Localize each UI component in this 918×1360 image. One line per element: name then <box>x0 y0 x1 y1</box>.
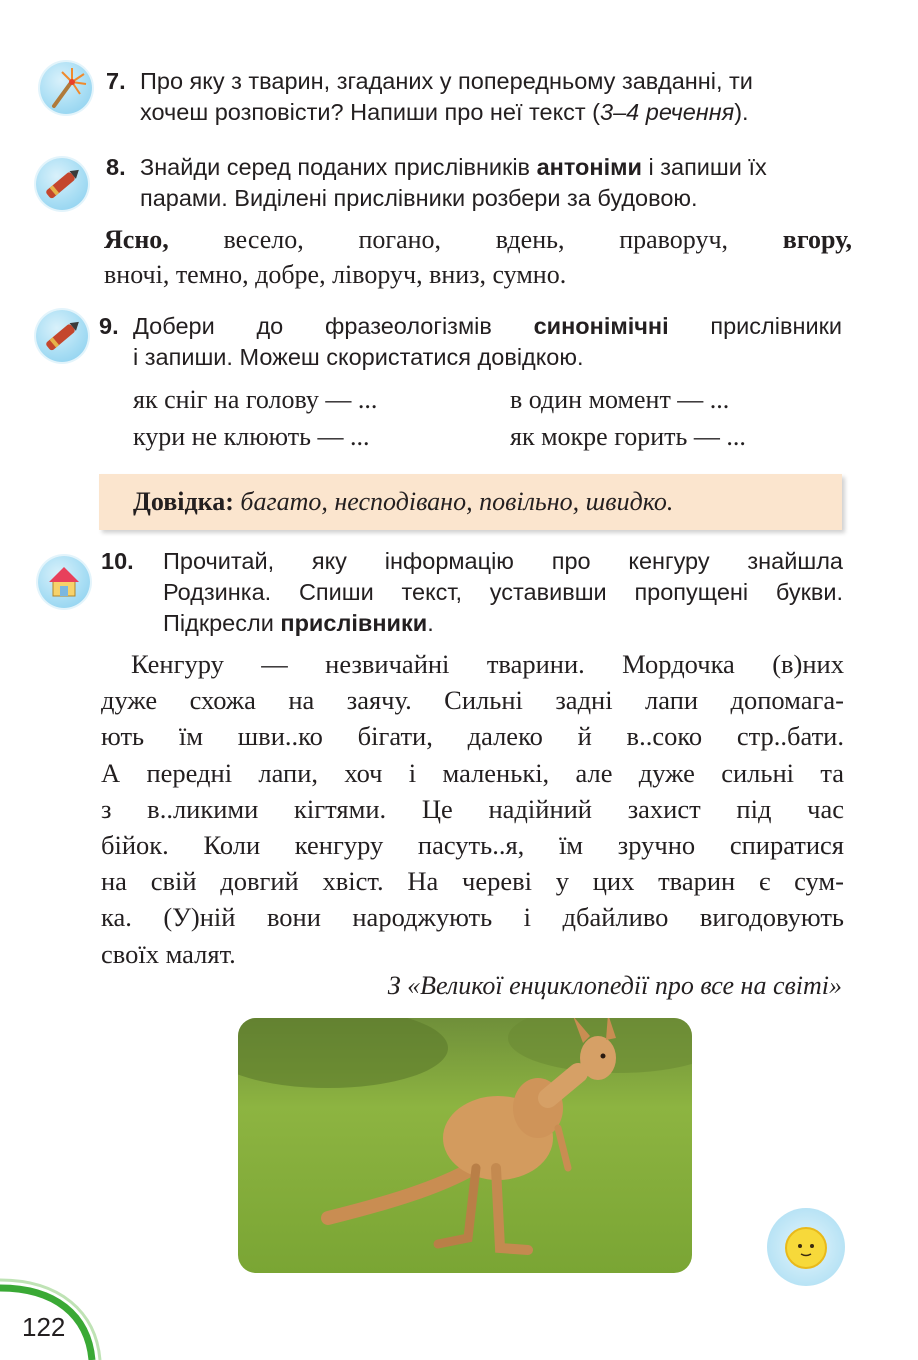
text-line: ка. (У)ній вони народжують і дбайливо вигодовують <box>101 902 844 933</box>
sparkler-icon <box>40 62 92 114</box>
kangaroo-text <box>101 646 844 972</box>
hint-label: Довідка: <box>133 487 234 516</box>
adverb-list <box>104 222 852 292</box>
exercise-10-line3: Підкресли <box>163 610 281 636</box>
exercise-9-line2: і запиши. Можеш скористатися довідкою. <box>133 344 584 370</box>
sentence-count: 3–4 речення <box>600 99 735 125</box>
exercise-10 <box>101 546 843 639</box>
house-icon <box>38 556 90 608</box>
exercise-number: 10. <box>101 548 134 574</box>
exercise-8-line1: Знайди серед поданих прислівників <box>140 154 537 180</box>
exercise-9 <box>99 311 842 373</box>
exercise-8 <box>106 152 852 214</box>
period: . <box>427 610 434 636</box>
adverb-bold: вгору, <box>782 225 852 254</box>
adverbs-line1: весело, погано, вдень, праворуч, <box>168 225 783 254</box>
page-number: 122 <box>22 1312 66 1342</box>
exercise-9-line1-end: прислівники <box>668 313 842 339</box>
text-line: ють їм шви..ко бігати, далеко й в..соко стр..бати. <box>101 721 844 752</box>
text-line: Кенгуру — незвичайні тварини. Мордочка (в)них <box>131 649 844 679</box>
exercise-number: 8. <box>106 154 126 180</box>
text-source: З «Великої енциклопедії про все на світі» <box>387 971 842 1000</box>
pen-icon <box>36 158 88 210</box>
text-line: бійок. Коли кенгуру пасуть..я, їм зручно спиратися <box>101 829 844 860</box>
text-line: на свій довгий хвіст. На череві у цих тварин є сум- <box>101 866 844 897</box>
sun-face-icon <box>767 1208 845 1286</box>
exercise-8-line1-end: і запиши їх <box>641 154 767 180</box>
exercise-number: 7. <box>106 68 126 94</box>
adverb-bold: Ясно, <box>104 225 169 254</box>
keyword-synonymous: синонімічні <box>533 313 669 339</box>
kangaroo-photo <box>238 1018 692 1273</box>
exercise-8-line2: парами. Виділені прислівники розбери за будовою. <box>140 185 698 211</box>
hint-box <box>99 474 842 530</box>
text-line: дуже схожа на заячу. Сильні задні лапи допомага- <box>101 685 844 716</box>
keyword-adverbs: прислівники <box>280 610 428 636</box>
exercise-10-line2: Родзинка. Спиши текст, уставивши пропущені букви. <box>163 579 843 605</box>
text-line: з в..ликими кігтями. Це надійний захист під час <box>101 793 844 824</box>
keyword-antonyms: антоніми <box>536 154 642 180</box>
text-line: своїх малят. <box>101 938 236 969</box>
exercise-7-line2: хочеш розповісти? Напиши про неї текст ( <box>140 99 601 125</box>
exercise-number: 9. <box>99 313 119 339</box>
exercise-9-line1: Добери до фразеологізмів <box>133 313 534 339</box>
hint-words: багато, несподівано, повільно, швидко. <box>233 487 674 516</box>
text-line: А передні лапи, хоч і маленькі, але дуже сильні та <box>101 757 844 788</box>
exercise-7 <box>106 66 848 128</box>
phraseologism: як мокре горить — ... <box>510 422 746 451</box>
phraseologism: кури не клюють — ... <box>133 422 370 451</box>
closing-paren: ). <box>734 99 749 125</box>
adverbs-line2: вночі, темно, добре, ліворуч, вниз, сумно. <box>104 260 567 289</box>
phraseologism: в один момент — ... <box>510 385 730 414</box>
exercise-10-line1: Прочитай, яку інформацію про кенгуру знайшла <box>163 548 843 574</box>
exercise-7-line1: Про яку з тварин, згаданих у попередньому завданні, ти <box>140 68 753 94</box>
phraseologism: як сніг на голову — ... <box>133 385 378 414</box>
pen-icon <box>36 310 88 362</box>
